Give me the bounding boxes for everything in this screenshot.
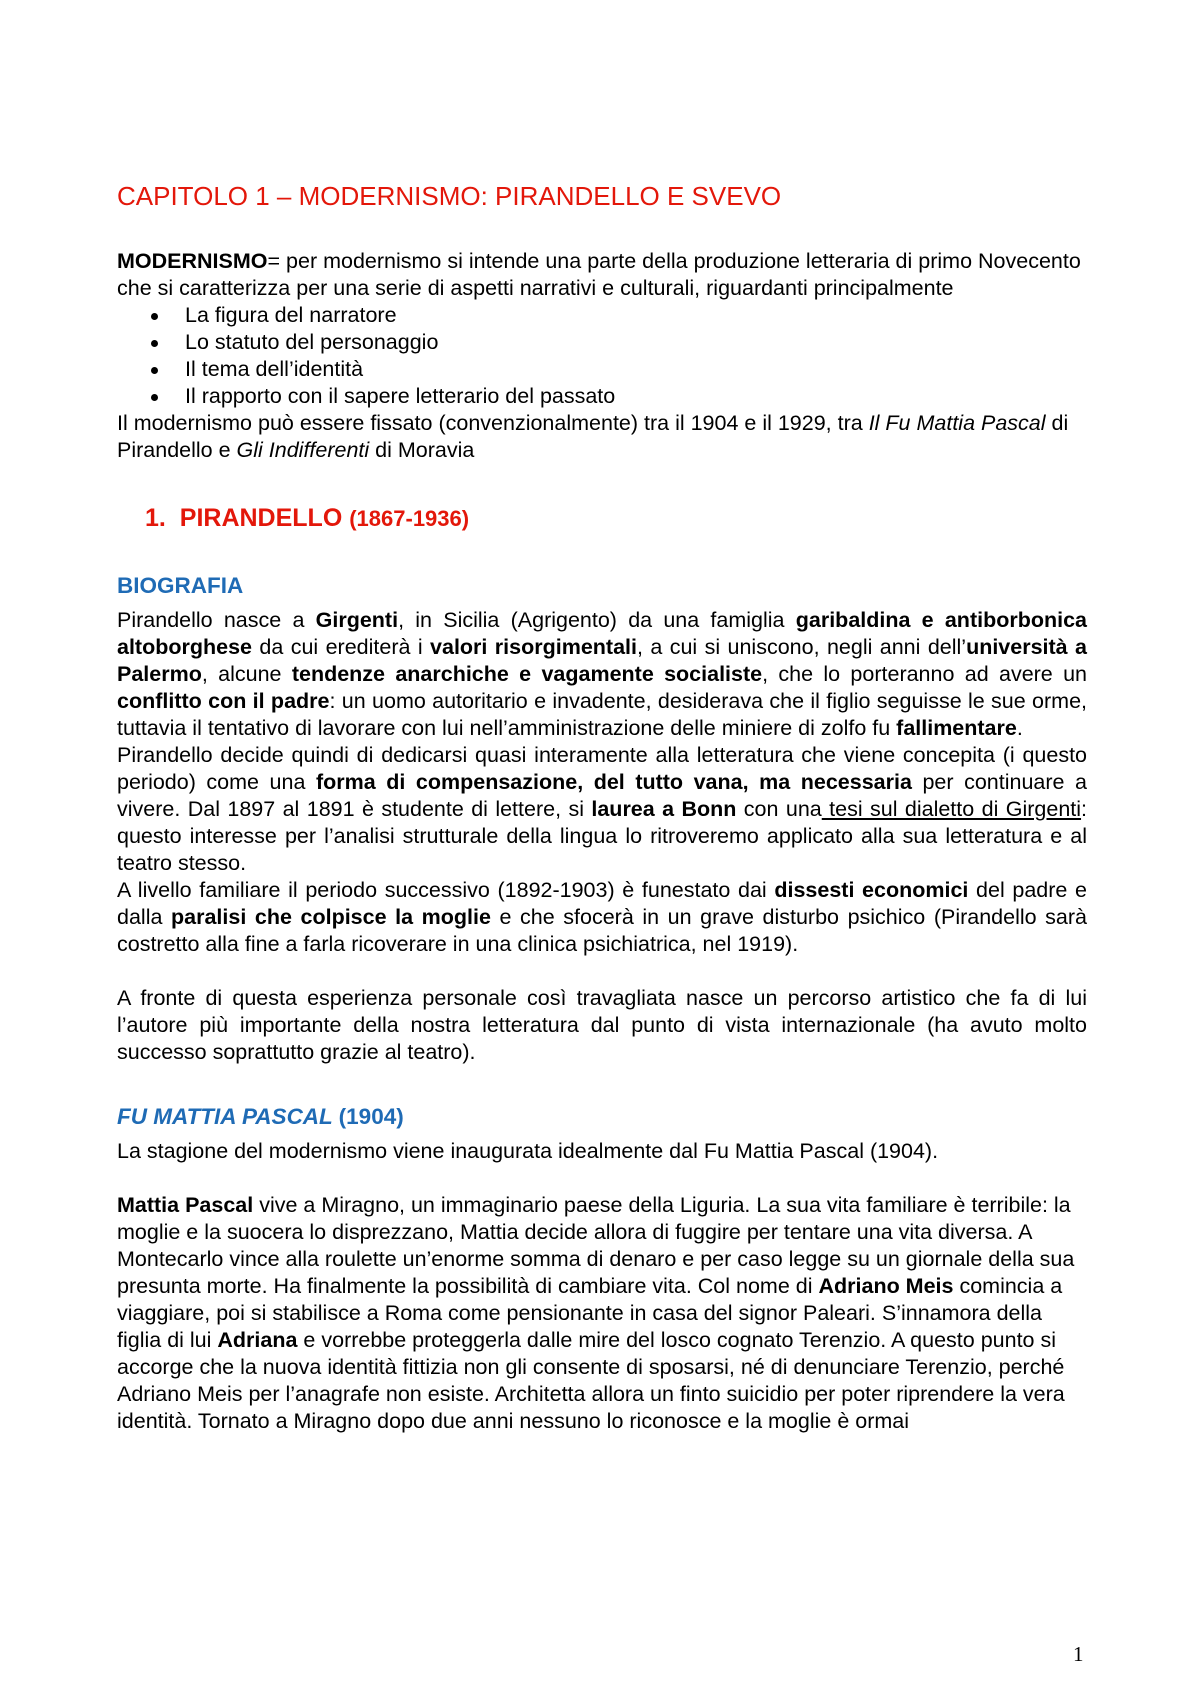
section-years: (1867-1936) xyxy=(349,506,470,531)
modernismo-definition xyxy=(117,248,1087,302)
list-item: Il rapporto con il sapere letterario del passato xyxy=(149,383,1087,410)
text-run: e vorrebbe proteggerla dalle mire del losco cognato Terenzio. A questo punto si accorge che la nuova identità fittizia non gli consente di sposarsi, né di denunciare Terenzio, perché Adriano Meis per l’anagrafe non esiste. Architetta allora un finto suicidio per poter riprendere la vera identità. Tornato a Miragno dopo due anni nessuno lo riconosce e la moglie è ormai xyxy=(117,1328,1065,1433)
bold-text: garibaldina e antiborbonica altoborghese xyxy=(117,608,1087,659)
fu-mattia-paragraph-2 xyxy=(117,1192,1087,1435)
biografia-paragraph-2 xyxy=(117,742,1087,877)
text-run: : questo interesse per l’analisi strutturale della lingua lo ritroveremo applicato alla sua letteratura e al teatro stesso. xyxy=(117,797,1088,875)
biografia-paragraph-4: A fronte di questa esperienza personale così travagliata nasce un percorso artistico che fa di lui l’autore più importante della nostra letteratura dal punto di vista internazionale (ha avuto molto successo soprattutto grazie al teatro). xyxy=(117,986,1087,1064)
bold-text: conflitto con il padre xyxy=(117,689,330,713)
paragraph-gap xyxy=(117,958,1087,985)
text-run: Pirandello nasce a xyxy=(117,608,316,632)
text-run: vive a Miragno, un immaginario paese della Liguria. La sua vita familiare è terribile: la moglie e la suocera lo disprezzano, Mattia decide allora di fuggire per tentare una vita diversa. A Montecarlo vince alla roulette un’enorme somma di denaro e per caso legge su un giornale della sua presunta morte. Ha finalmente la possibilità di cambiare vita. Col nome di xyxy=(117,1193,1075,1298)
modernismo-dating xyxy=(117,410,1087,464)
bold-text: paralisi che colpisce la moglie xyxy=(171,905,491,929)
text-run: A livello familiare il periodo successivo (1892-1903) è funestato dai xyxy=(117,878,775,902)
text-run: per continuare a vivere. Dal 1897 al 1891 è studente di lettere, si xyxy=(117,770,1087,821)
biografia-paragraph-1 xyxy=(117,607,1087,742)
work-title: Gli Indifferenti xyxy=(236,438,370,462)
bold-text: Adriana xyxy=(217,1328,298,1352)
dating-text: di Pirandello e xyxy=(117,411,1069,462)
paragraph-gap xyxy=(117,1165,1087,1192)
section-title: PIRANDELLO xyxy=(179,504,343,532)
text-run: comincia a viaggiare, poi si stabilisce a Roma come pensionante in casa del signor Paleari. S’innamora della figlia di lui xyxy=(117,1274,1063,1352)
biografia-paragraph-3 xyxy=(117,877,1087,958)
work-title: Il Fu Mattia Pascal xyxy=(868,411,1046,435)
fu-mattia-heading xyxy=(117,1102,1087,1132)
text-run: : un uomo autoritario e invadente, desiderava che il figlio seguisse le sue orme, tuttavia il tentativo di lavorare con lui nell’amministrazione delle miniere di zolfo fu xyxy=(117,689,1087,740)
biografia-heading: BIOGRAFIA xyxy=(117,573,244,598)
text-run: . xyxy=(1016,716,1023,740)
page-content xyxy=(117,180,1087,1435)
fu-mattia-year: (1904) xyxy=(338,1104,404,1129)
bold-text: laurea a Bonn xyxy=(591,797,737,821)
underlined-text: tesi sul dialetto di Girgenti xyxy=(821,797,1082,821)
chapter-title: CAPITOLO 1 – MODERNISMO: PIRANDELLO E SVEVO xyxy=(117,181,782,211)
text-run: , alcune xyxy=(201,662,292,686)
modernismo-definition-text: = per modernismo si intende una parte della produzione letteraria di primo Novecento che si caratterizza per una serie di aspetti narrativi e culturali, riguardanti principalmente xyxy=(117,249,1081,300)
text-run: , in Sicilia (Agrigento) da una famiglia xyxy=(398,608,796,632)
section-number: 1. xyxy=(145,504,166,532)
bold-text: fallimentare xyxy=(896,716,1017,740)
bold-text: università a Palermo xyxy=(117,635,1087,686)
list-item: La figura del narratore xyxy=(149,302,1087,329)
section-heading-pirandello xyxy=(117,502,1087,535)
bold-text: tendenze anarchiche e vagamente socialiste xyxy=(291,662,763,686)
fu-mattia-title: FU MATTIA PASCAL xyxy=(117,1104,333,1129)
dating-text: di Moravia xyxy=(369,438,475,462)
text-run: , a cui si uniscono, negli anni dell’ xyxy=(636,635,967,659)
page-number: 1 xyxy=(1073,1642,1084,1666)
text-run: con una xyxy=(736,797,822,821)
text-run: Pirandello decide quindi di dedicarsi quasi interamente alla letteratura che viene concepita (i questo periodo) come una xyxy=(117,743,1087,794)
text-run: del padre e dalla xyxy=(117,878,1087,929)
text-run: e che sfocerà in un grave disturbo psichico (Pirandello sarà costretto alla fine a farla ricoverare in una clinica psichiatrica, nel 1919). xyxy=(117,905,1087,956)
fu-mattia-paragraph-1: La stagione del modernismo viene inaugurata idealmente dal Fu Mattia Pascal (1904). xyxy=(117,1139,939,1163)
text-run: da cui erediterà i xyxy=(252,635,431,659)
dating-text: Il modernismo può essere fissato (convenzionalmente) tra il 1904 e il 1929, tra xyxy=(117,411,869,435)
bold-text: dissesti economici xyxy=(774,878,969,902)
aspects-list xyxy=(117,302,1087,410)
list-item: Il tema dell’identità xyxy=(149,356,1087,383)
list-item: Lo statuto del personaggio xyxy=(149,329,1087,356)
text-run: , che lo porteranno ad avere un xyxy=(762,662,1087,686)
modernismo-term: MODERNISMO xyxy=(117,249,268,273)
bold-text: Mattia Pascal xyxy=(117,1193,254,1217)
bold-text: Girgenti xyxy=(315,608,399,632)
bold-text: Adriano Meis xyxy=(818,1274,954,1298)
bold-text: forma di compensazione, del tutto vana, ma necessaria xyxy=(315,770,912,794)
bold-text: valori risorgimentali xyxy=(430,635,637,659)
